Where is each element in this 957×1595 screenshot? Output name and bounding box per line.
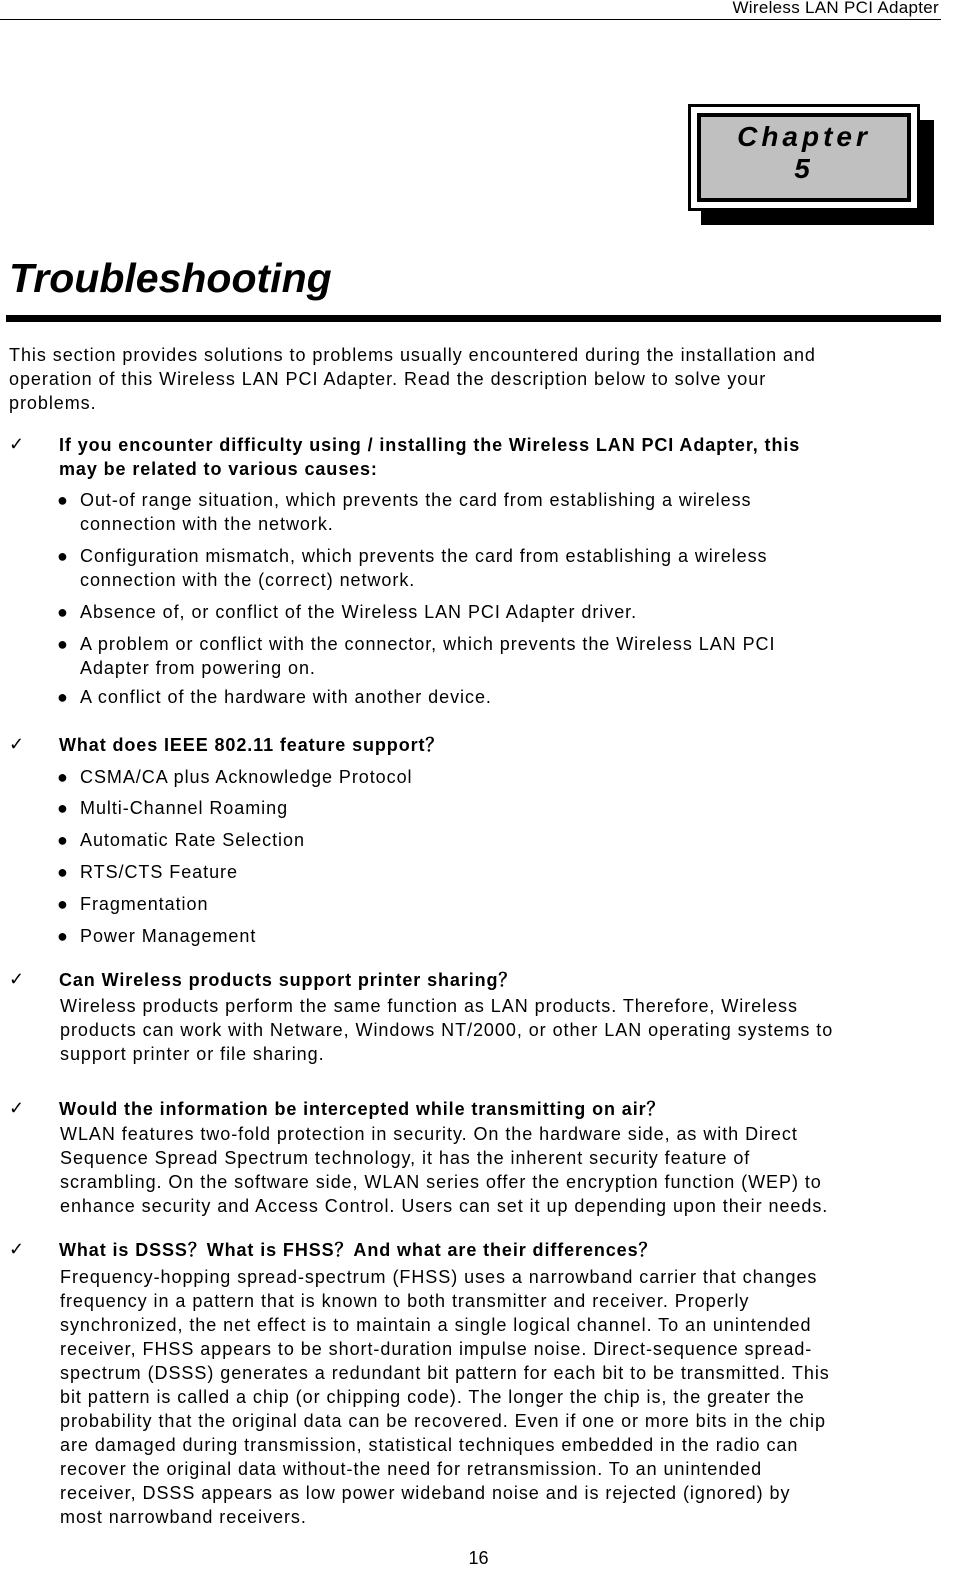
list-item-text: connection with the (correct) network. [80,570,416,590]
list-item-text: Out-of range situation, which prevents the card from establishing a wireless [80,490,752,510]
bullet-icon: ● [57,798,69,818]
list-item-text: Automatic Rate Selection [80,830,305,850]
page-title: Troubleshooting [9,255,332,301]
list-item [57,685,492,709]
chapter-label: Chapter [737,121,871,152]
question-heading [59,1238,657,1262]
intro-line: This section provides solutions to problems usually encountered during the installation and [9,345,816,365]
list-item [57,796,288,820]
answer-line: synchronized, the net effect is to maintain a single logical channel. To an unintended [60,1315,812,1335]
answer-line: recover the original data without-the need for retransmission. To an unintended [60,1459,763,1479]
list-item [57,828,305,852]
check-icon: ✓ [9,734,25,754]
answer-line: spectrum (DSSS) generates a redundant bit pattern for each bit to be transmitted. This [60,1363,830,1383]
answer-line: frequency in a pattern that is known to both transmitter and receiver. Properly [60,1291,750,1311]
bullet-icon: ● [57,767,69,787]
list-item [57,924,256,948]
question-heading [59,433,800,481]
answer-line: are damaged during transmission, statistical techniques embedded in the radio can [60,1435,799,1455]
list-item-text: A conflict of the hardware with another device. [80,687,492,707]
answer-line: most narrowband receivers. [60,1507,307,1527]
answer-paragraph [60,1122,828,1218]
answer-paragraph [60,1265,830,1529]
bullet-icon: ● [57,634,69,654]
heading-line: may be related to various causes: [59,459,378,479]
list-item-text: RTS/CTS Feature [80,862,238,882]
running-header: Wireless LAN PCI Adapter [732,0,939,17]
list-item-text: CSMA/CA plus Acknowledge Protocol [80,767,413,787]
list-item-text: Power Management [80,926,257,946]
list-item [57,488,752,536]
bullet-icon: ● [57,926,69,946]
title-rule [6,315,941,322]
heading-line: What does IEEE 802.11 feature support？ [59,735,445,755]
answer-line: WLAN features two-fold protection in security. On the hardware side, as with Direct [60,1124,798,1144]
bullet-icon: ● [57,490,69,510]
answer-line: probability that the original data can be recovered. Even if one or more bits in the chip [60,1411,826,1431]
check-icon: ✓ [9,969,25,989]
intro-paragraph [9,343,816,415]
intro-line: operation of this Wireless LAN PCI Adapter. Read the description below to solve your [9,369,767,389]
question-heading [59,968,517,992]
list-item-text: Configuration mismatch, which prevents the card from establishing a wireless [80,546,768,566]
heading-line: Would the information be intercepted while transmitting on air？ [59,1099,666,1119]
heading-line: What is DSSS？What is FHSS？And what are their differences？ [59,1240,658,1260]
list-item [57,860,238,884]
list-item [57,544,767,592]
check-icon: ✓ [9,1098,25,1118]
list-item-text: Adapter from powering on. [80,658,316,678]
answer-line: support printer or file sharing. [60,1044,325,1064]
check-icon: ✓ [9,1239,25,1259]
answer-line: scrambling. On the software side, WLAN series offer the encryption function (WEP) to [60,1172,822,1192]
bullet-icon: ● [57,687,69,707]
list-item [57,600,637,624]
header-divider [0,19,941,20]
answer-line: receiver, FHSS appears to be short-duration impulse noise. Direct-sequence spread- [60,1339,813,1359]
heading-line: Can Wireless products support printer sharing？ [59,970,518,990]
answer-line: products can work with Netware, Windows NT/2000, or other LAN operating systems to [60,1020,834,1040]
chapter-number: 5 [794,153,814,184]
list-item-text: Multi-Channel Roaming [80,798,289,818]
heading-line: If you encounter difficulty using / installing the Wireless LAN PCI Adapter, this [59,435,801,455]
answer-paragraph [60,994,833,1066]
bullet-icon: ● [57,862,69,882]
intro-line: problems. [9,393,97,413]
list-item-text: Absence of, or conflict of the Wireless LAN PCI Adapter driver. [80,602,638,622]
page-number: 16 [468,1548,489,1568]
list-item-text: Fragmentation [80,894,209,914]
answer-line: Frequency-hopping spread-spectrum (FHSS) uses a narrowband carrier that changes [60,1267,818,1287]
answer-line: enhance security and Access Control. Users can set it up depending upon their needs. [60,1196,829,1216]
answer-line: Wireless products perform the same function as LAN products. Therefore, Wireless [60,996,798,1016]
bullet-icon: ● [57,894,69,914]
answer-line: bit pattern is called a chip (or chipping code). The longer the chip is, the greater the [60,1387,805,1407]
check-icon: ✓ [9,434,25,454]
bullet-icon: ● [57,546,69,566]
list-item-text: A problem or conflict with the connector, which prevents the Wireless LAN PCI [80,634,776,654]
answer-line: receiver, DSSS appears as low power wideband noise and is rejected (ignored) by [60,1483,791,1503]
question-heading [59,733,444,757]
answer-line: Sequence Spread Spectrum technology, it has the inherent security feature of [60,1148,751,1168]
list-item [57,765,413,789]
chapter-box [688,104,920,211]
bullet-icon: ● [57,602,69,622]
list-item-text: connection with the network. [80,514,334,534]
list-item [57,892,208,916]
bullet-icon: ● [57,830,69,850]
question-heading [59,1097,665,1121]
list-item [57,632,775,680]
